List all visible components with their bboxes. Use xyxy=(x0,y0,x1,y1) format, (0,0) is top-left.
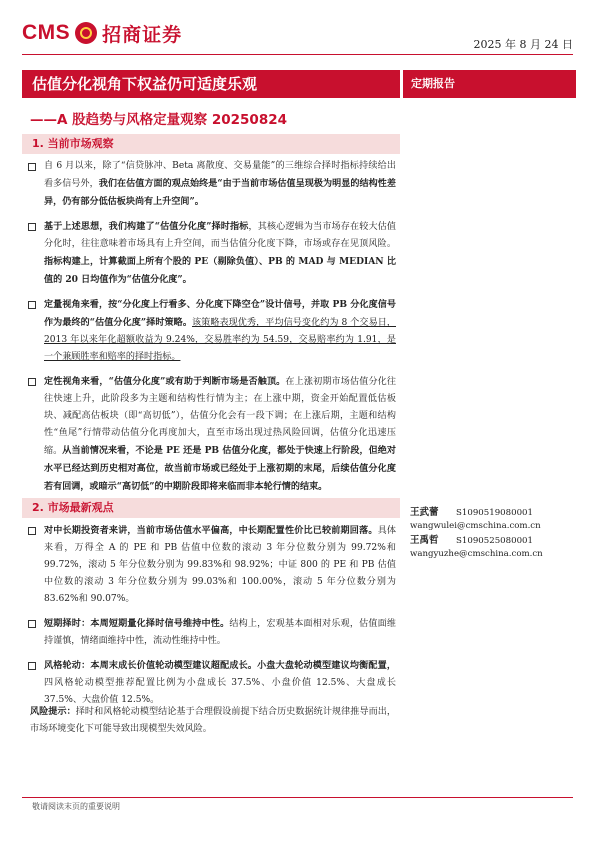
section-heading-market-observation: 1. 当前市场观察 xyxy=(22,134,400,154)
analyst-card xyxy=(410,534,580,561)
bullet-box-icon xyxy=(28,620,36,628)
bullet-text: 自 6 月以来，除了“信贷脉冲、Beta 离散度、交易量能”的三维综合择时指标持续给出看多信号外， xyxy=(44,161,396,189)
bullet-box-icon xyxy=(28,527,36,535)
bullet-item xyxy=(28,373,396,496)
logo-cn-text: 招商证券 xyxy=(102,23,183,46)
footer-divider xyxy=(22,797,573,798)
bullet-bold-text: 指标构建上，计算截面上所有个股的 PE（剔除负值）、PB 的 MAD 与 MEDIAN 比值的 20 日均值作为“估值分化度”。 xyxy=(44,256,396,285)
bullet-box-icon xyxy=(28,301,36,309)
bullet-item xyxy=(28,218,396,289)
analyst-email: wangwulei@cmschina.com.cn xyxy=(410,521,541,531)
risk-label: 风险提示： xyxy=(30,706,76,717)
risk-warning xyxy=(30,703,396,738)
bullet-item xyxy=(28,296,396,366)
bullet-underlined-text: 该策略表现优秀，平均信号变化约为 8 个交易日，2013 年以来年化超额收益为 9.24%，交易胜率约为 54.59，交易赔率约为 1.91，是一个兼顾胜率和赔率的择时指标。 xyxy=(44,318,396,362)
bullet-text: 结构上，宏观基本面相对乐观，估值面维持谨慎，情绪面维持中性，流动性维持中性。 xyxy=(44,619,396,646)
bullet-item xyxy=(28,158,396,211)
bullet-bold-text: 对中长期投资者来讲，当前市场估值水平偏高，中长期配置性价比已较前期回落。 xyxy=(44,525,378,536)
bullet-item xyxy=(28,615,396,650)
analyst-card xyxy=(410,506,580,533)
report-type-label: 定期报告 xyxy=(403,70,576,98)
logo-cms-text: CMS xyxy=(22,21,71,44)
footer-disclaimer: 敬请阅读末页的重要说明 xyxy=(32,802,120,811)
analyst-email: wangyuzhe@cmschina.com.cn xyxy=(410,549,543,559)
analyst-name: 王禹哲 xyxy=(410,535,439,546)
bullet-text: 四风格轮动模型推荐配置比例为小盘成长 37.5%、小盘价值 12.5%、大盘成长 37.5%、大盘价值 12.5%。 xyxy=(44,678,396,705)
bullet-bold-text: 从当前情况来看，不论是 PE 还是 PB 估值分化度，都处于快速上行阶段，但绝对水平已经达到历史相对高位，故当前市场或已经处于上涨初期的末尾，后续估值分化度若有回调，或暗示“高切低”的中期阶段即将来临而非本轮行情的结束。 xyxy=(44,445,396,492)
risk-text: 择时和风格轮动模型结论基于合理假设前提下结合历史数据统计规律推导而出，市场环境变化下可能导致出现模型失效风险。 xyxy=(30,707,396,734)
report-date: 2025 年 8 月 24 日 xyxy=(473,38,573,51)
section2-body xyxy=(28,522,396,716)
bullet-item xyxy=(28,522,396,608)
header-divider xyxy=(22,54,573,55)
section1-body xyxy=(28,158,396,503)
logo-badge-icon xyxy=(75,22,97,44)
bullet-item xyxy=(28,657,396,709)
bullet-bold-text: 风格轮动：本周末成长价值轮动模型建议超配成长。小盘大盘轮动模型建议均衡配置， xyxy=(44,660,396,671)
bullet-bold-text: 基于上述思想，我们构建了“估值分化度”择时指标 xyxy=(44,221,249,232)
bullet-bold-text: 我们在估值方面的观点始终是“由于当前市场估值呈现极为明显的结构性差异，仍有部分低估板块尚有上升空间”。 xyxy=(44,178,396,207)
bullet-text: 在上涨初期市场估值分化往往快速上升，此阶段多为主题和结构性行情为主；在上涨中期，资金开始配置低估板块、减配高估板块（即“高切低”），估值分化会有一段下调；在上涨后期，主题和结构性“鱼尾”行情带动估值分化再度加大，直至市场出现过热风险回调，估值分化迅速压缩。 xyxy=(44,377,396,456)
bullet-text: 具体来看，万得全 A 的 PE 和 PB 估值中位数的滚动 3 年分位数分别为 99.72%和 99.72%，滚动 5 年分位数分别为 99.83%和 98.92%；中证 800 的 PE 和 PB 估值中位数的滚动 3 年分位数分别为 99.03%和 100.00%，滚动 5 年分位数分别为 83.62%和 90.07%。 xyxy=(44,526,396,604)
company-logo xyxy=(22,18,182,48)
analyst-license-id: S1090525080001 xyxy=(456,536,533,546)
analyst-license-id: S1090519080001 xyxy=(456,508,533,518)
bullet-box-icon xyxy=(28,163,36,171)
bullet-text: ，其核心逻辑为当市场存在较大估值分化时，往往意味着市场具有上升空间，而当估值分化度下降，市场或存在见顶风险。 xyxy=(44,222,396,249)
bullet-box-icon xyxy=(28,662,36,670)
analyst-name: 王武蕾 xyxy=(410,507,439,518)
bullet-box-icon xyxy=(28,378,36,386)
bullet-box-icon xyxy=(28,223,36,231)
bullet-bold-text: 定量视角来看，按“分化度上行看多、分化度下降空仓”设计信号，并取 PB 分化度信号作为最终的“估值分化度”择时策略。 xyxy=(44,299,396,328)
bullet-bold-text: 定性视角来看，“估值分化度”或有助于判断市场是否触顶。 xyxy=(44,376,286,387)
report-subtitle: ——A 股趋势与风格定量观察 20250824 xyxy=(30,112,287,128)
report-title: 估值分化视角下权益仍可适度乐观 xyxy=(22,70,400,98)
bullet-bold-text: 短期择时：本周短期量化择时信号维持中性。 xyxy=(44,618,230,629)
section-heading-latest-views: 2. 市场最新观点 xyxy=(22,498,400,518)
